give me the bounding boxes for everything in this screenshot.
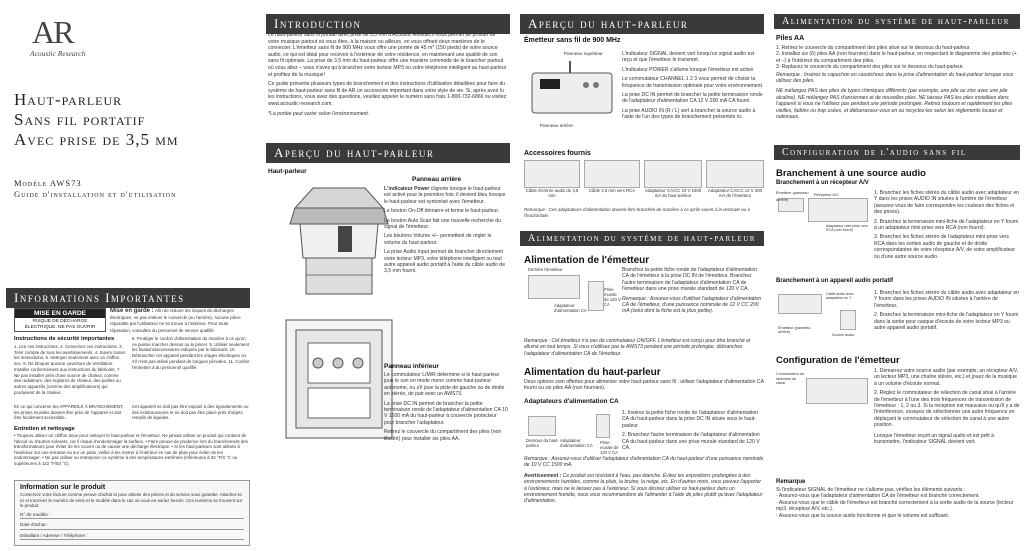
care-text: • Toujours utiliser un chiffon doux pour nettoyer le haut-parleur et l'émetteur. Ne jamais utiliser un produit qui contient de l'alcool ou d'autres solvants, car il risque d'endommager la surface. • Faire preuve de prudence lors du branchement des transformateurs pour éviter de les couvrir ou de causer une décharge électrique. • Si les haut-parleurs sont utilisés à l'extérieur sur une terrasse ou sur un patio, veiller à les rentrer à l'intérieur en cas de pluie pour éviter de les endommager. • Ne pas utiliser ou entreposer ce système à des températures extrêmes (inférieures à 32 °F/0 °C ou supérieures à 122 °F/50 °C).	[14, 433, 248, 466]
rear-panel-text	[384, 186, 508, 278]
speaker-bottom-figure	[528, 416, 556, 436]
av-step-2-text: Branchez la terminaison mini-fiche de l'adaptateur en Y fourni à un adaptateur mini-prise vers RCA (non fourni).	[874, 218, 1019, 232]
mp3-player-figure	[840, 310, 856, 330]
overview-band: Aperçu du haut-parleur	[266, 143, 510, 163]
av-steps	[874, 190, 1020, 263]
rear-p1-bold: L'indicateur Power	[384, 186, 430, 192]
label-top-panel: Panneau supérieur	[564, 51, 603, 56]
safety-title: Instructions de sécurité importantes	[14, 336, 115, 342]
warning-title: MISE EN GARDE	[15, 309, 105, 318]
ac-fig-label-1: Dessous du haut-parleur	[526, 438, 559, 448]
cover-title	[14, 90, 179, 150]
guide-title: Guide d'installation et d'utilisation	[14, 189, 177, 199]
transmitter-text	[622, 51, 764, 124]
ac-step-2: 2. Branchez l'autre terminaison de l'adaptateur d'alimentation CA du haut-parleur dans une prise murale standard de 120 V CA.	[622, 432, 760, 452]
battery-step-3-text: Replacez le couvercle du compartiment des piles sur le dessous du haut-parleur.	[781, 64, 964, 71]
cfg-step-1-text: Démarrez votre source audio (par exemple, un récepteur A/V, un lecteur MP3, une chaîne stéréo, etc.) et jouez de la musique à un volume d'écoute normal.	[874, 368, 1019, 387]
apparatus-left: En ce qui concerne les APPAREILS À BRANCHEMENT, les prises murales doivent être près de l'appareil et doit être facilement accessible.	[14, 404, 124, 421]
ac-adapter-steps	[622, 410, 764, 454]
av-step-1-text: Branchez les fiches stéréo du câble audio avec adaptateur en Y dans les prises AUDIO IN situées à l'arrière de l'émetteur (assurez-vous de faire correspondre les couleurs des fiches et des prises).	[874, 190, 1019, 216]
tx-p3: Le commutateur CHANNEL 1 2 3 vous permet de choisir la fréquence de transmission optimale pour votre environnement.	[622, 76, 764, 89]
intro-column	[260, 0, 512, 551]
ar-logo-brand: Acoustic Research	[30, 49, 86, 58]
bottom-p1: Le commutateur L/M/R détermine si le haut-parleur joue le son en mode mono comme haut-parleur autonome, ou s'il joue la piste de gauche ou de droite en stéréo, de pair avec un AWS73.	[384, 372, 505, 398]
av-step-2: 2. Branchez la terminaison mini-fiche de l'adaptateur en Y fourni à un adaptateur mini-prise vers RCA (non fourni).	[874, 218, 1019, 232]
warning-desc: Afin de réduire les risques de décharges électriques, ne pas enlever le couvercle (ou l'arrière). Aucune pièce réparable par l'utilisateur ne se trouve à l'intérieur. Pour toute réparation, consultez du personnel de service qualifié.	[110, 308, 241, 333]
receiver-figure	[808, 198, 868, 222]
remark-text	[776, 487, 1020, 519]
cfg-step-2: 2. Réglez le commutateur de sélection de canal situé à l'arrière de l'émetteur à l'une des trois fréquences de transmission de l'émetteur : 1, 2 ou 3. Si la réception est mauvaise ou qu'il y a de l'interférence, essayez de sélectionner une autre fréquence en déplaçant le commutateur de sélection de canal à une autre position.	[874, 390, 1020, 429]
ac-step-1: 1. Insérez la petite fiche ronde de l'adaptateur d'alimentation CA du haut-parleur dans la prise DC IN située sous le haut-parleur.	[622, 410, 758, 429]
tx-power-title: Alimentation de l'émetteur	[524, 255, 650, 266]
intro-p2: Ce guide présente plusieurs types de branchement et des instructions d'utilisation détaillées pour faire du système de haut-parleur sans fil de AR un accessoire important dans votre style de vie. Si, après avoir lu les instructions, vous avez des questions, veuillez appeler le numéro sans frais 1-800-732-6866 ou visitez www.acoustic-research.com.	[268, 81, 507, 107]
av-figure	[776, 190, 872, 238]
power-band: Alimentation du système de haut-parleur	[520, 231, 764, 246]
tx-fig-label-2: Adaptateur d'alimentation CA	[554, 303, 587, 313]
transmitter-band: Aperçu du haut-parleur	[520, 14, 764, 34]
accessory-item	[584, 160, 640, 204]
bottom-p3: Retirez le couvercle du compartiment des piles (non illustré) pour installer six piles AA.	[384, 429, 502, 442]
model-number: Modèle AWS73	[14, 178, 82, 188]
title-line: Avec prise de 3,5 mm	[14, 130, 179, 149]
tx-fig-label-1: Derrière l'émetteur	[528, 267, 563, 272]
accessory-label: Adaptateur CA/CC 12 V 200 mA de l'émetteur	[708, 188, 762, 198]
battery-step-1-text: Retirez le couvercle du compartiment des piles situé sur le dessous du haut-parleur.	[781, 45, 971, 51]
speaker-power-title: Alimentation du haut-parleur	[524, 367, 661, 378]
remark-item-text: Assurez-vous que la source audio fonctionne et que le volume est suffisant.	[778, 512, 950, 519]
portable-step-1: 1. Branchez les fiches stéréo du câble audio avec adaptateur en Y fourni dans les prises AUDIO IN situées à l'arrière de l'émetteur.	[874, 290, 1019, 309]
ar-logo	[28, 14, 88, 66]
channel-fig-label: Commutateur de sélection de canal	[776, 372, 805, 386]
tx-config-title: Configuration de l'émetteur	[776, 355, 900, 366]
rear-p3: Le bouton Auto Scan fait une nouvelle recherche du signal de l'émetteur.	[384, 217, 501, 231]
rca-cable-icon	[584, 160, 640, 188]
title-line: Haut-parleur	[14, 90, 123, 109]
tx-p1: L'indicateur SIGNAL devient vert lorsqu'un signal audio est reçu et que l'émetteur le transmet.	[622, 51, 755, 64]
accessories-note: Remarque : Ces adaptateurs d'alimentation doivent être branchés de manière à ce qu'ils soient à la verticale ou à l'horizontale.	[524, 207, 750, 218]
transmitter-rear-figure	[806, 378, 868, 404]
battery-steps	[776, 45, 1020, 123]
portable-fig-label-1: Câble audio avec adaptateur en Y	[826, 292, 854, 301]
product-text: Conservez votre facture comme preuve d'achat et pour obtenir des pièces et du service sous garantie. Attachez-la ici et inscrivez le numéro de série et le modèle dans le cas où vous en auriez besoin. Ces numéros se trouvent sur le produit.	[20, 492, 243, 508]
portable-figure	[776, 288, 872, 338]
tx-p4: La prise DC IN permet de brancher la petite terminaison ronde de l'adaptateur d'alimentation CA 12 V 200 mA CA fourni.	[622, 92, 763, 105]
warning-label: Mise en garde :	[110, 308, 154, 314]
av-step-1: 1. Branchez les fiches stéréo du câble audio avec adaptateur en Y dans les prises AUDIO IN situées à l'arrière de l'émetteur (assurez-vous de faire correspondre les couleurs des fiches et des prises).	[874, 190, 1019, 216]
av-subtitle: Branchement à un récepteur A/V	[776, 180, 869, 186]
remark-intro: Si l'indicateur SIGNAL de l'émetteur ne s'allume pas, vérifiez les éléments suivants :	[776, 487, 966, 493]
portable-fig-label-2: Émetteur (panneau arrière)	[778, 326, 811, 335]
portable-steps	[874, 290, 1020, 334]
cfg-step-2-text: Réglez le commutateur de sélection de canal situé à l'arrière de l'émetteur à l'une des trois fréquences de transmission de l'émetteur : 1, 2 ou 3. Si la réception est mauvaise ou qu'il y a de l'interférence, essayez de sélectionner une autre fréquence en déplaçant le commutateur de sélection de canal à une autre position.	[874, 390, 1020, 429]
config-title: Branchement à une source audio	[776, 168, 926, 179]
ar-logo-letters: AR	[32, 14, 73, 50]
intro-p1: Le haut-parleur sans fil portatif avec prise de 3,5 mm d'Acoustic Research vous permet de profiter de votre musique partout où vous êtes, à la maison ou ailleurs, en vous offrant deux manières de le connecter. L'émetteur sans fil de 900 MHz vous offre une portée de 45 m* (150 pieds) de votre source audio, ce qui est idéal pour recevoir à l'extérieur de votre résidence, en maintenant une qualité de son sans fil optimale. La prise de 3,5 mm du haut-parleur offre une manière commode de le brancher partout où vous allez – vous n'avez qu'à brancher votre lecteur MP3 ou votre téléphone intelligent au haut-parleur et profitez de la musique!	[268, 32, 507, 78]
intro-band: Introduction	[266, 14, 510, 34]
field-date	[20, 522, 244, 530]
field-model	[20, 512, 244, 520]
ac-adapter-figure	[524, 410, 620, 454]
ac-fig-label-2: Adaptateur d'alimentation CA	[560, 438, 593, 448]
ac-step-2-text: Branchez l'autre terminaison de l'adaptateur d'alimentation CA du haut-parleur dans une prise murale standard de 120 V CA.	[622, 432, 760, 452]
av-step-3-text: Branchez les fiches stéréo de l'adaptateur mini-prise vers RCA dans les sorties audio de gauche et de droite correspondantes de votre récepteur A/V, de votre amplificateur ou d'une autre source audio.	[874, 234, 1016, 260]
audio-cable-icon	[524, 160, 580, 188]
battery-step-2-text: Installez six (6) piles AA (non fournies) dans le haut-parleur, en respectant le diagramme des polarités (+ et –) à l'intérieur du compartiment des piles.	[776, 51, 1017, 64]
transmitter-illustration	[530, 61, 614, 119]
config-column	[770, 0, 1024, 551]
water-warning-text: Ce produit est résistant à l'eau, pas étanche. Évitez les expositions prolongées à des environnements humides, comme la pluie, la bruine, la neige, etc. En d'autres mots, vous pouvez l'apporter à l'extérieur, mais ne le laissez pas à l'extérieur. Si vous désirez utiliser ce haut-parleur dans un environnement humide, nous vous recommandons de l'alimenter à l'aide de piles plutôt qu'avec l'adaptateur d'alimentation.	[524, 473, 763, 505]
remark-item: · Assurez-vous que la source audio fonctionne et que le volume est suffisant.	[776, 512, 950, 519]
rear-p4: Les boutons Volume +/– permettent de régler le volume du haut-parleur.	[384, 233, 492, 246]
accessory-label: Câble d'entrée audio de 3,5 mm	[525, 188, 579, 198]
accessory-label: Adaptateur CA/CC 10 V 1500 mA du haut-parleur	[644, 188, 702, 198]
ac-step-1-text: Insérez la petite fiche ronde de l'adaptateur d'alimentation CA du haut-parleur dans la prise DC IN située sous le haut-parleur.	[622, 410, 758, 429]
tx-power-text	[622, 267, 764, 318]
cfg-step-1: 1. Démarrez votre source audio (par exemple, un récepteur A/V, un lecteur MP3, une chaîne stéréo, etc.) et jouez de la musique à un volume d'écoute normal.	[874, 368, 1019, 387]
tx-power-note: Remarque : Cet émetteur n'a pas de commutateur ON/OFF. L'émetteur est conçu pour être branché et allumé en tout temps. Si vous n'utilisez pas le AWS73 pendant une période prolongée, débranchez l'adaptateur d'alimentation CA de l'émetteur.	[524, 338, 751, 357]
warning-text: RISQUE DE DÉCHARGE ÉLECTRIQUE. NE PAS OUVRIR	[24, 319, 96, 330]
accessories-row	[524, 160, 764, 204]
intro-text	[268, 32, 508, 120]
av-step-3: 3. Branchez les fiches stéréo de l'adaptateur mini-prise vers RCA dans les sorties audio de gauche et de droite correspondantes de votre récepteur A/V, de votre amplificateur ou d'une autre source audio.	[874, 234, 1016, 260]
portable-step-1-text: Branchez les fiches stéréo du câble audio avec adaptateur en Y fourni dans les prises AUDIO IN situées à l'arrière de l'émetteur.	[874, 290, 1019, 309]
battery-step-1: 1. Retirez le couvercle du compartiment des piles situé sur le dessous du haut-parleur.	[776, 45, 971, 51]
transmitter-title: Émetteur sans fil de 900 MHz	[524, 37, 621, 44]
field-dealer-label: Détaillant / Adresse / Téléphone :	[20, 532, 88, 538]
tx-power-p1: Branchez la petite fiche ronde de l'adaptateur d'alimentation CA de l'émetteur à la prise DC IN de l'émetteur. Branchez l'autre terminaison de l'adaptateur d'alimentation CA de l'émetteur dans une prise murale standard de 120 V CA.	[622, 267, 758, 293]
ac-adapter-note: Remarque : Assurez-vous d'utiliser l'adaptateur d'alimentation CA du haut-parleur d'une puissance nominale de 10 V CC 1500 mA.	[524, 456, 764, 469]
safety-left: 1. Lire ces instructions. 2. Conserver ces instructions. 3. Tenir compte de tous les avertissements. 4. Suivre toutes les instructions. 5. Nettoyer seulement avec un chiffon sec. 6. Ne bloquer aucune ouverture de ventilation. Installer conformément aux instructions du fabricant. 7. Ne pas installer près d'une source de chaleur, comme des radiateurs, des registres de chaleur, des poêles ou autres appareils (comme des amplificateurs) qui produisent de la chaleur.	[14, 344, 126, 395]
warning-box	[14, 308, 106, 332]
remark-item-text: Assurez-vous que le câble de l'émetteur est branché correctement à la sortie audio de la source (lecteur mp3, récepteur A/V, etc.).	[776, 499, 1014, 513]
battery-remark: Remarque : Insérez le capuchon en caoutchouc dans la prise d'alimentation du haut-parleur lorsque vous utilisez des piles.	[776, 71, 1014, 85]
speaker-adapter-icon	[644, 160, 702, 188]
rear-panel-title: Panneau arrière	[412, 176, 462, 183]
battery-step-3: 3. Replacez le couvercle du compartiment des piles sur le dessous du haut-parleur.	[776, 64, 964, 71]
ac-fig-label-3: Prise murale de 120 V CA	[600, 440, 619, 455]
transmitter-figure	[524, 49, 620, 131]
battery-band: Alimentation du système de haut-parleur	[774, 14, 1020, 29]
important-band: Informations Importantes	[6, 288, 250, 308]
cover-column	[0, 0, 256, 551]
tx-power-p2: Remarque : Assurez-vous d'utiliser l'adaptateur d'alimentation CA de l'émetteur, d'une puissance nominale de 12 V CC 200 mA (celui dont la fiche est la plus petite).	[622, 295, 762, 315]
label-rear-panel: Panneau arrière	[540, 123, 573, 128]
warning-body	[110, 308, 250, 334]
tx-p5: La prise AUDIO IN (R / L) sert à brancher la source audio à l'aide de l'un des types de branchement présentés ici.	[622, 107, 756, 121]
bottom-panel-text	[384, 372, 508, 445]
remark-item-text: Assurez-vous que l'adaptateur d'alimentation CA de l'émetteur est branché correctement.	[778, 493, 980, 500]
cfg-step-3: Lorsque l'émetteur reçoit un signal audio et est prêt à transmettre, l'indicateur SIGNAL devient vert.	[874, 432, 994, 446]
av-fig-label-2: Récepteur A/V	[814, 193, 839, 197]
speaker-illustration	[278, 180, 400, 450]
transmitter-back-figure	[528, 275, 580, 299]
title-line: Sans fil portatif	[14, 110, 146, 129]
channel-figure	[776, 368, 872, 424]
rear-p1: clignote lorsque le haut-parleur est activé pour la première fois; il devient bleu lorsque le haut-parleur est syntonisé avec l'émetteur.	[384, 186, 506, 205]
accessories-title: Accessoires fournis	[524, 150, 591, 157]
accessory-item	[644, 160, 702, 204]
battery-warning: NE mélangez PAS des piles de types chimiques différents (par exemple, une pile au zinc avec une pile alcaline). NE mélangez PAS d'anciennes et de nouvelles piles. NE laissez PAS les piles installées dans l'appareil si vous ne l'utilisez pas pendant une période prolongée. Retirez toujours et rapidement les piles vieilles, faibles ou trop usées, et débarrassez-vous en ou recyclez-les selon les règlements locaux et nationaux.	[776, 88, 1013, 121]
apparatus-right: Cet appareil ne doit pas être exposé à des égouttements ou des éclaboussures et ne doit pas être placé près d'objets remplis de liquides.	[132, 404, 249, 421]
outlet-figure	[588, 281, 604, 311]
rear-p2: Le bouton On-Off démarre et ferme le haut-parleur.	[384, 208, 500, 215]
tx-p2: L'indicateur POWER s'allume lorsque l'émetteur est activé.	[622, 66, 755, 73]
accessory-label: Câble 3,5 mm vers RCA	[588, 188, 636, 193]
bottom-panel-title: Panneau inférieur	[384, 363, 439, 370]
tx-config-steps	[874, 368, 1020, 448]
portable-subtitle: Branchement à un appareil audio portatif	[776, 278, 894, 284]
transmitter-column	[514, 0, 768, 551]
product-info-box	[14, 480, 250, 546]
transmitter-adapter-icon	[706, 160, 764, 188]
tx-power-figure	[524, 267, 620, 337]
field-model-label: N° de modèle :	[20, 511, 51, 517]
ac-adapter-title: Adaptateurs d'alimentation CA	[524, 398, 619, 405]
outlet-figure	[596, 414, 610, 438]
remark-title: Remarque	[776, 479, 806, 485]
safety-right: 8. Protéger le cordon d'alimentation de manière à ce qu'on ne puisse marcher dessus ou le pincer. 9. Utiliser seulement les fixations/accessoires indiqués par le fabricant. 10. Débrancher cet appareil pendant les orages électriques ou s'il n'est pas utilisé pendant de longues périodes. 11. Confier l'entretien à du personnel qualifié.	[132, 336, 250, 370]
speaker-title: Haut-parleur	[268, 168, 307, 175]
transmitter-rear-figure	[778, 294, 822, 314]
bottom-p2: La prise DC IN permet de brancher la petite terminaison ronde de l'adaptateur d'alimentation CA 10 V 1500 mA du haut-parleur à couvercle protecteur pour brancher l'adaptateur.	[384, 400, 508, 426]
speaker-power-text: Deux options sont offertes pour alimenter votre haut-parleur sans fil : utiliser l'adaptateur d'alimentation CA fourni ou six piles AA (non fournies).	[524, 379, 764, 392]
battery-step-2: 2. Installez six (6) piles AA (non fournies) dans le haut-parleur, en respectant le diagramme des polarités (+ et –) à l'intérieur du compartiment des piles.	[776, 51, 1017, 64]
intro-note: *La portée peut varier selon l'environnement.	[268, 110, 370, 117]
water-warning	[524, 473, 764, 504]
portable-fig-label-3: Source audio	[832, 333, 855, 337]
field-dealer	[20, 533, 244, 541]
av-fig-label-1: Émetteur (panneau arrière)	[776, 191, 809, 202]
portable-step-2: 2. Branchez la terminaison mini-fiche de l'adaptateur en Y fourni dans la sortie pour casque d'écoute de votre lecteur MP3 ou autre appareil audio portatif.	[874, 312, 1019, 332]
portable-step-2-text: Branchez la terminaison mini-fiche de l'adaptateur en Y fourni dans la sortie pour casque d'écoute de votre lecteur MP3 ou autre appareil audio portatif.	[874, 312, 1019, 332]
battery-title: Piles AA	[776, 35, 805, 42]
accessory-item	[524, 160, 580, 204]
accessory-item	[706, 160, 764, 204]
remark-item: · Assurez-vous que le câble de l'émetteur est branché correctement à la sortie audio de la source (lecteur mp3, récepteur A/V, etc.).	[776, 499, 1014, 513]
product-title: Information sur le produit	[20, 484, 106, 491]
remark-item: · Assurez-vous que l'adaptateur d'alimentation CA de l'émetteur est branché correctement.	[776, 493, 980, 500]
care-title: Entretien et nettoyage	[14, 426, 75, 432]
config-band: Configuration de l'audio sans fil	[774, 145, 1020, 160]
tx-fig-label-3: Prise murale de 120 V CA	[604, 287, 621, 307]
water-warning-label: Avertissement :	[524, 473, 562, 479]
rear-p5: La prise Audio Input permet de brancher directement votre lecteur MP3, votre téléphone intelligent ou tout autre appareil audio portatif à l'aide du câble audio de 3,5 mm fourni.	[384, 249, 506, 275]
av-fig-label-3: Adaptateur mini-prise vers RCA (non fourni)	[826, 224, 868, 233]
field-date-label: Date d'achat :	[20, 522, 49, 528]
